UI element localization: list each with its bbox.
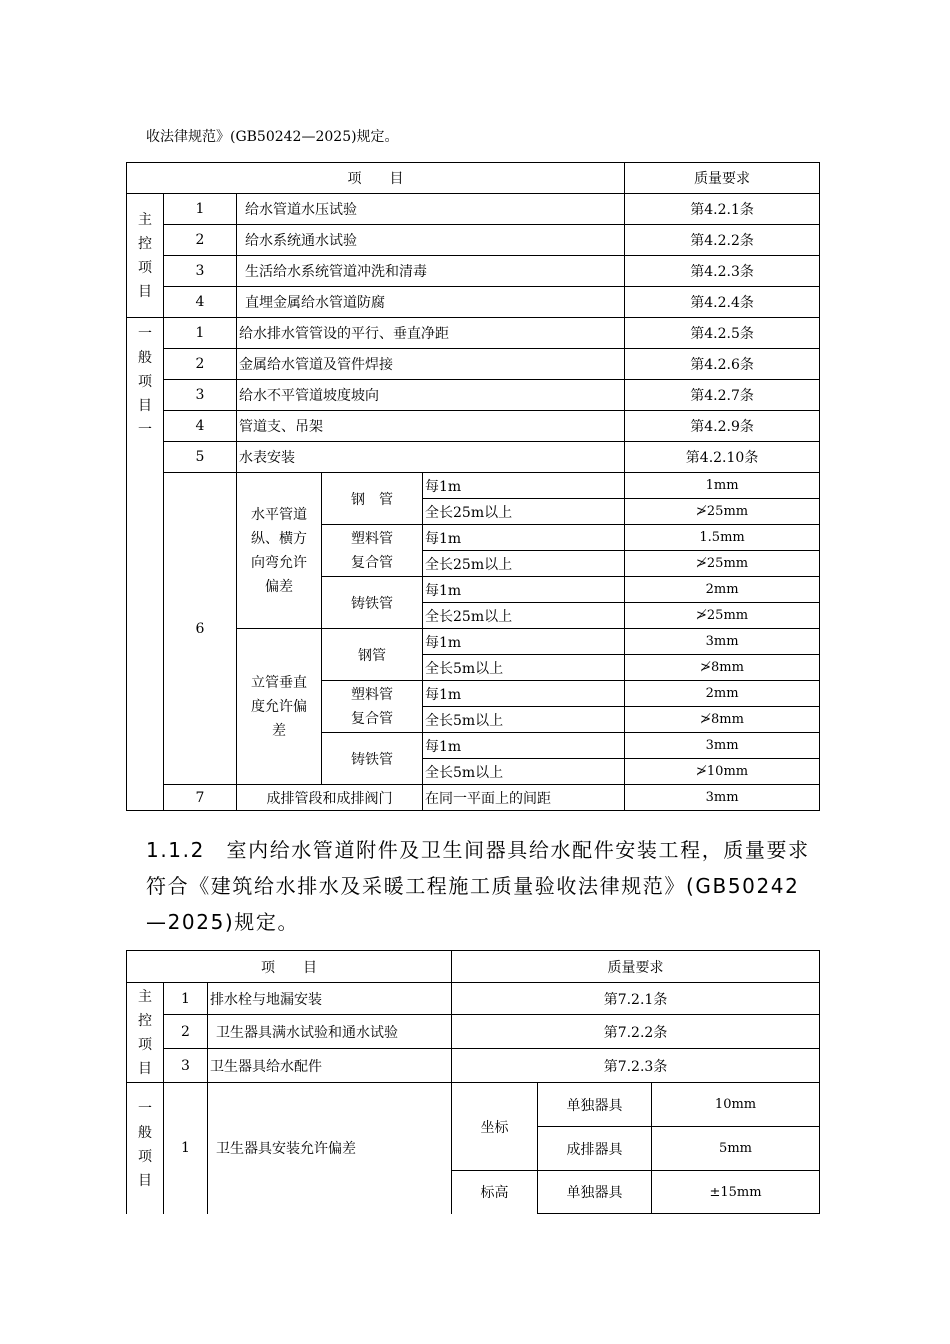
row-req: 第4.2.4条 — [625, 287, 820, 318]
elevation-label: 标高 — [452, 1171, 538, 1214]
row-name: 卫生器具满水试验和通水试验 — [208, 1015, 452, 1049]
condition: 每1m — [423, 629, 625, 655]
row-req: 第4.2.2条 — [625, 225, 820, 256]
value: ≯10mm — [625, 759, 820, 785]
row-req: 第4.2.3条 — [625, 256, 820, 287]
row-no: 3 — [164, 256, 237, 287]
row-req: 第4.2.10条 — [625, 442, 820, 473]
condition: 每1m — [423, 681, 625, 707]
horizontal-deviation-label: 水平管道 纵、横方 向弯允许 偏差 — [237, 473, 322, 629]
value: 10mm — [652, 1083, 820, 1127]
value: 2mm — [625, 681, 820, 707]
table-row — [127, 1049, 820, 1083]
item7-name: 成排管段和成排阀门 — [237, 785, 423, 811]
row-req: 第4.2.9条 — [625, 411, 820, 442]
row-no: 4 — [164, 287, 237, 318]
row-name: 排水栓与地漏安装 — [208, 983, 452, 1015]
value: ±15mm — [652, 1171, 820, 1214]
section-heading: 1.1.2 室内给水管道附件及卫生间器具给水配件安装工程，质量要求符合《建筑给水排水及采暖工程施工质量验收法律规范》(GB50242—2025)规定。 — [146, 838, 810, 934]
row-name: 给水不平管道坡度坡向 — [237, 380, 625, 411]
condition: 全长25m以上 — [423, 551, 625, 577]
row-name: 生活给水系统管道冲洗和清毒 — [237, 256, 625, 287]
header-quality: 质量要求 — [452, 951, 820, 983]
row-req: 第4.2.6条 — [625, 349, 820, 380]
row-req: 第7.2.3条 — [452, 1049, 820, 1083]
general-label: 一 般 项 目 一 — [127, 318, 164, 811]
fixture-type: 单独器具 — [538, 1083, 652, 1127]
condition: 每1m — [423, 525, 625, 551]
intro-line: 收法律规范》(GB50242—2025)规定。 — [146, 129, 399, 145]
header-item: 项 目 — [127, 163, 625, 194]
value: ≯8mm — [625, 707, 820, 733]
value: 3mm — [625, 733, 820, 759]
table-row — [127, 256, 820, 287]
steel-pipe-label: 钢 管 — [322, 473, 423, 525]
table-row — [127, 318, 820, 349]
condition: 全长5m以上 — [423, 707, 625, 733]
row-req: 第4.2.5条 — [625, 318, 820, 349]
table-row — [127, 411, 820, 442]
condition: 每1m — [423, 473, 625, 499]
condition: 全长5m以上 — [423, 759, 625, 785]
row-no: 1 — [164, 318, 237, 349]
value: 1mm — [625, 473, 820, 499]
value: ≯8mm — [625, 655, 820, 681]
table-row — [127, 785, 820, 811]
coordinate-label: 坐标 — [452, 1083, 538, 1171]
value: ≯25mm — [625, 551, 820, 577]
row-name: 水表安装 — [237, 442, 625, 473]
row-no: 1 — [164, 194, 237, 225]
table-header-row — [127, 951, 820, 983]
row-no: 5 — [164, 442, 237, 473]
table-row — [127, 287, 820, 318]
row-name: 卫生器具安装允许偏差 — [208, 1083, 452, 1214]
item6-no: 6 — [164, 473, 237, 785]
vertical-deviation-label: 立管垂直 度允许偏 差 — [237, 629, 322, 785]
fixture-type: 单独器具 — [538, 1171, 652, 1214]
table-row — [127, 225, 820, 256]
row-req: 第4.2.1条 — [625, 194, 820, 225]
row-no: 3 — [164, 1049, 208, 1083]
condition: 每1m — [423, 577, 625, 603]
row-name: 卫生器具给水配件 — [208, 1049, 452, 1083]
row-req: 第7.2.2条 — [452, 1015, 820, 1049]
table-row — [127, 473, 820, 499]
main-control-label: 主 控 项 目 — [127, 983, 164, 1083]
row-name: 给水系统通水试验 — [237, 225, 625, 256]
general-label: 一 般 项 目 — [127, 1083, 164, 1214]
plastic-pipe-label: 塑料管 复合管 — [322, 525, 423, 577]
value: 3mm — [625, 629, 820, 655]
row-no: 2 — [164, 1015, 208, 1049]
cast-iron-pipe-label: 铸铁管 — [322, 733, 423, 785]
row-name: 给水管道水压试验 — [237, 194, 625, 225]
plastic-pipe-label: 塑料管 复合管 — [322, 681, 423, 733]
row-no: 1 — [164, 1083, 208, 1214]
water-supply-table — [126, 162, 820, 811]
header-item: 项 目 — [127, 951, 452, 983]
table-row — [127, 983, 820, 1015]
table-row — [127, 442, 820, 473]
fixture-type: 成排器具 — [538, 1127, 652, 1171]
condition: 全长25m以上 — [423, 499, 625, 525]
row-name: 给水排水管管设的平行、垂直净距 — [237, 318, 625, 349]
value: ≯25mm — [625, 499, 820, 525]
cast-iron-pipe-label: 铸铁管 — [322, 577, 423, 629]
item7-cond: 在同一平面上的间距 — [423, 785, 625, 811]
table-row — [127, 380, 820, 411]
row-no: 2 — [164, 349, 237, 380]
row-req: 第7.2.1条 — [452, 983, 820, 1015]
sanitary-fittings-table — [126, 950, 820, 1214]
condition: 全长25m以上 — [423, 603, 625, 629]
value: 1.5mm — [625, 525, 820, 551]
row-no: 4 — [164, 411, 237, 442]
value: 5mm — [652, 1127, 820, 1171]
table-header-row — [127, 163, 820, 194]
item7-val: 3mm — [625, 785, 820, 811]
steel-pipe-label: 钢管 — [322, 629, 423, 681]
table-row — [127, 349, 820, 380]
row-no: 1 — [164, 983, 208, 1015]
item7-no: 7 — [164, 785, 237, 811]
value: 2mm — [625, 577, 820, 603]
table-row — [127, 194, 820, 225]
main-control-label: 主 控 项 目 — [127, 194, 164, 318]
value: ≯25mm — [625, 603, 820, 629]
row-name: 金属给水管道及管件焊接 — [237, 349, 625, 380]
table-row — [127, 1015, 820, 1049]
header-quality: 质量要求 — [625, 163, 820, 194]
row-name: 管道支、吊架 — [237, 411, 625, 442]
row-no: 2 — [164, 225, 237, 256]
condition: 全长5m以上 — [423, 655, 625, 681]
condition: 每1m — [423, 733, 625, 759]
row-no: 3 — [164, 380, 237, 411]
row-req: 第4.2.7条 — [625, 380, 820, 411]
table-row — [127, 1083, 820, 1127]
row-name: 直埋金属给水管道防腐 — [237, 287, 625, 318]
